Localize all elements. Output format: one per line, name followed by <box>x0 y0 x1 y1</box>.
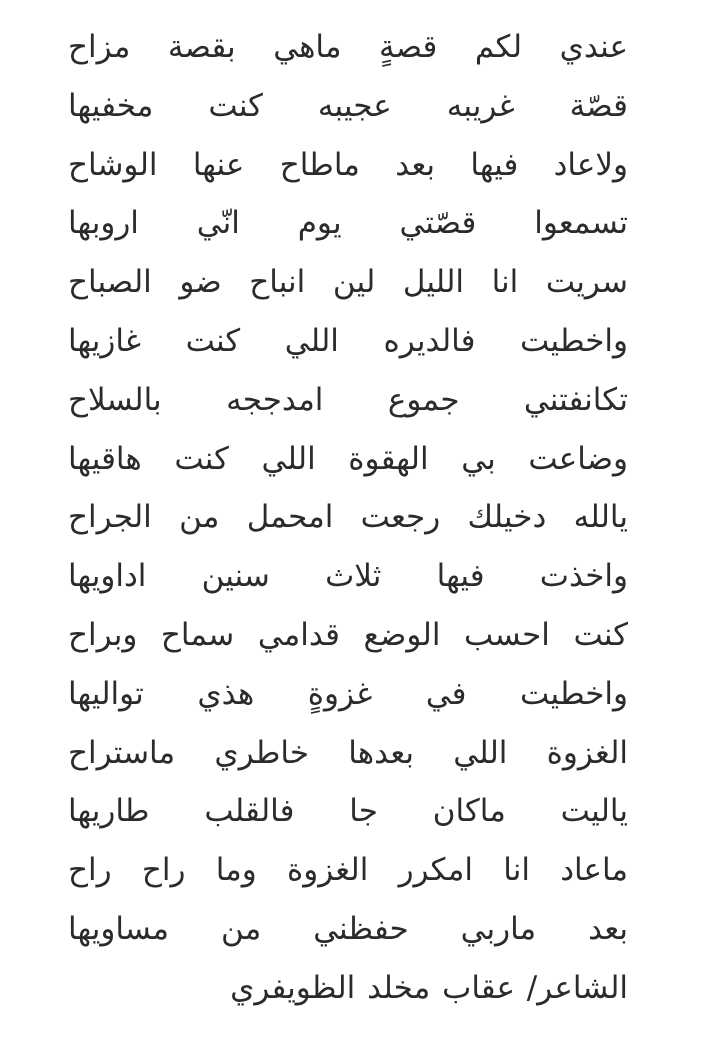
poem-line-11: كنت احسب الوضع قدامي سماح وبراح <box>68 616 628 653</box>
poem-line-16: بعد ماربي حفظني من مساويها <box>68 910 628 947</box>
poem-line-5: سريت انا الليل لين انباح ضو الصباح <box>68 264 628 301</box>
poem-line-13: الغزوة اللي بعدها خاطري ماستراح <box>68 734 628 771</box>
poem-line-8: وضاعت بي الهقوة اللي كنت هاقيها <box>68 440 628 477</box>
poem-line-14: ياليت ماكان جا فالقلب طاريها <box>68 793 628 830</box>
poem-text <box>68 18 628 1018</box>
poem-line-3: ولاعاد فيها بعد ماطاح عنها الوشاح <box>68 146 628 183</box>
poem-line-2: قصّة غريبه عجيبه كنت مخفيها <box>68 87 628 124</box>
poem-line-9: يالله دخيلك رجعت امحمل من الجراح <box>68 499 628 536</box>
poem-line-12: واخطيت في غزوةٍ هذي تواليها <box>68 675 628 712</box>
poem-line-7: تكانفتني جموع امدججه بالسلاح <box>68 381 628 418</box>
poem-line-4: تسمعوا قصّتي يوم انّي اروبها <box>68 205 628 242</box>
poem-line-6: واخطيت فالديره اللي كنت غازيها <box>68 322 628 359</box>
poem-line-10: واخذت فيها ثلاث سنين اداويها <box>68 558 628 595</box>
poet-signature: الشاعر/ عقاب مخلد الظويفري <box>230 969 628 1006</box>
poem-line-1: عندي لكم قصةٍ ماهي بقصة مزاح <box>68 29 628 65</box>
poem-line-15: ماعاد انا امكرر الغزوة وما راح راح <box>68 852 628 889</box>
